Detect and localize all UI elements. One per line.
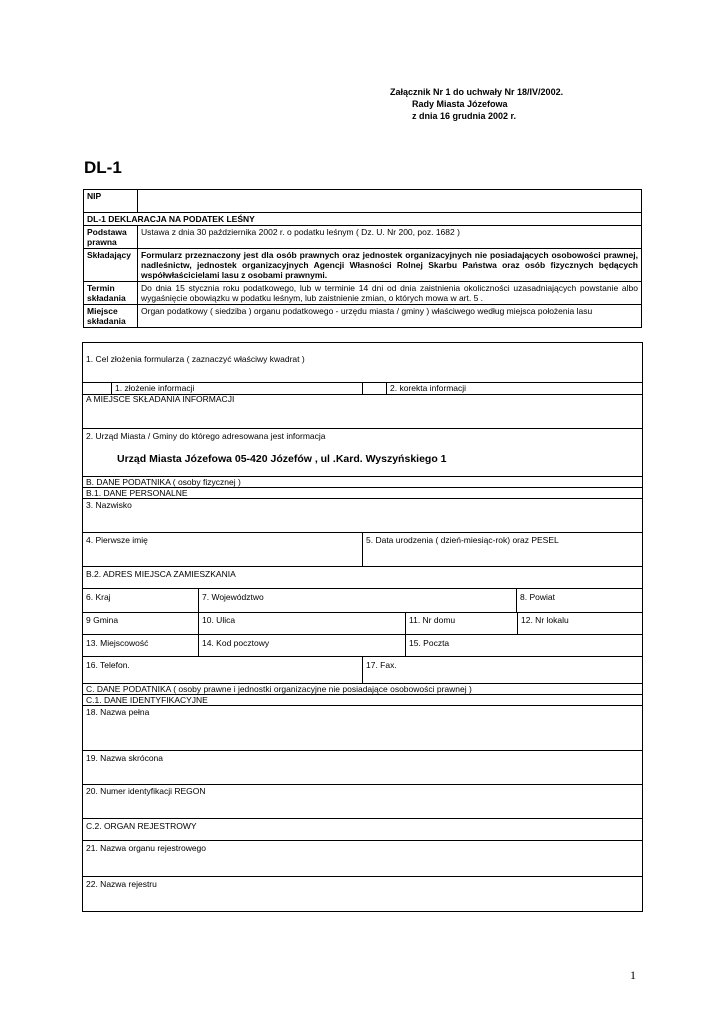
section-c2-heading: C.2. ORGAN REJESTROWY bbox=[86, 821, 197, 831]
declaration-title: DL-1 DEKLARACJA NA PODATEK LEŚNY bbox=[84, 213, 642, 226]
submitter-text: Formularz przeznaczony jest dla osób prawnych oraz jednostek organizacyjnych nie posiadających osobowości prawnej, nadleśnictw, jednostek organizacyjnych Agencji Własności Rolnej Skarbu Państwa oraz osób fizycznych będących współwłaścicielami lasu z osobami prawnymi. bbox=[138, 249, 642, 282]
fax-field[interactable]: 17. Fax. bbox=[366, 660, 397, 670]
legal-basis-text: Ustawa z dnia 30 października 2002 r. o podatku leśnym ( Dz. U. Nr 200, poz. 1682 ) bbox=[138, 226, 642, 249]
street-field[interactable]: 10. Ulica bbox=[202, 615, 236, 625]
short-name-field[interactable]: 19. Nazwa skrócona bbox=[86, 753, 164, 763]
voivodeship-field[interactable]: 7. Województwo bbox=[202, 592, 264, 602]
purpose-label: 1. Cel złożenia formularza ( zaznaczyć właściwy kwadrat ) bbox=[86, 354, 305, 364]
legal-basis-label: Podstawa prawna bbox=[84, 226, 138, 249]
section-b1-heading: B.1. DANE PERSONALNE bbox=[86, 488, 188, 498]
office-value: Urząd Miasta Józefowa 05-420 Józefów , ul .Kard. Wyszyńskiego 1 bbox=[117, 453, 447, 465]
full-name-field[interactable]: 18. Nazwa pełna bbox=[86, 707, 150, 717]
phone-field[interactable]: 16. Telefon. bbox=[86, 660, 130, 670]
registry-name-field[interactable]: 22. Nazwa rejestru bbox=[86, 879, 157, 889]
option-submission[interactable]: 1. złożenie informacji bbox=[115, 383, 195, 393]
surname-field[interactable]: 3. Nazwisko bbox=[86, 500, 132, 510]
office-label: 2. Urząd Miasta / Gminy do którego adresowana jest informacja bbox=[86, 431, 326, 441]
section-b-heading: B. DANE PODATNIKA ( osoby fizycznej ) bbox=[86, 477, 241, 487]
section-b2-heading: B.2. ADRES MIEJSCA ZAMIESZKANIA bbox=[86, 569, 236, 579]
page-number: 1 bbox=[630, 968, 636, 982]
deadline-text: Do dnia 15 stycznia roku podatkowego, lub w terminie 14 dni od dnia zaistnienia okoliczności uzasadniających powstanie albo wygaśnięcie obowiązku w podatku leśnym, lub zaistnienie zmian, o których mowa w art. 5 . bbox=[138, 282, 642, 305]
birthdate-pesel-field[interactable]: 5. Data urodzenia ( dzień-miesiąc-rok) oraz PESEL bbox=[366, 535, 559, 545]
place-text: Organ podatkowy ( siedziba ) organu podatkowego - urzędu miasta / gminy ) właściwego według miejsca położenia lasu bbox=[138, 305, 642, 328]
attachment-line-1: Załącznik Nr 1 do uchwały Nr 18/IV/2002. bbox=[390, 87, 564, 97]
section-a-heading: A MIEJSCE SKŁADANIA INFORMACJI bbox=[86, 394, 235, 404]
deadline-label: Termin składania bbox=[84, 282, 138, 305]
attachment-line-2: Rady Miasta Józefowa bbox=[412, 99, 508, 109]
declaration-info-table bbox=[83, 189, 642, 328]
municipality-field[interactable]: 9 Gmina bbox=[86, 615, 119, 625]
submitter-label: Składający bbox=[84, 249, 138, 282]
house-number-field[interactable]: 11. Nr domu bbox=[409, 615, 456, 625]
regon-field[interactable]: 20. Numer identyfikacji REGON bbox=[86, 786, 206, 796]
option-correction[interactable]: 2. korekta informacji bbox=[390, 383, 467, 393]
attachment-line-3: z dnia 16 grudnia 2002 r. bbox=[412, 111, 517, 121]
form-code-title: DL-1 bbox=[84, 158, 122, 177]
postal-code-field[interactable]: 14. Kod pocztowy bbox=[202, 638, 270, 648]
nip-label: NIP bbox=[84, 190, 138, 213]
nip-field[interactable] bbox=[138, 190, 642, 213]
county-field[interactable]: 8. Powiat bbox=[520, 592, 555, 602]
post-office-field[interactable]: 15. Poczta bbox=[409, 638, 450, 648]
registry-authority-field[interactable]: 21. Nazwa organu rejestrowego bbox=[86, 843, 207, 853]
section-c-heading: C. DANE PODATNIKA ( osoby prawne i jednostki organizacyjne nie posiadające osobowości prawnej ) bbox=[86, 684, 472, 694]
apartment-number-field[interactable]: 12. Nr lokalu bbox=[521, 615, 569, 625]
country-field[interactable]: 6. Kraj bbox=[86, 592, 111, 602]
first-name-field[interactable]: 4. Pierwsze imię bbox=[86, 535, 148, 545]
section-c1-heading: C.1. DANE IDENTYFIKACYJNE bbox=[86, 695, 208, 705]
locality-field[interactable]: 13. Miejscowość bbox=[86, 638, 149, 648]
place-label: Miejsce składania bbox=[84, 305, 138, 328]
